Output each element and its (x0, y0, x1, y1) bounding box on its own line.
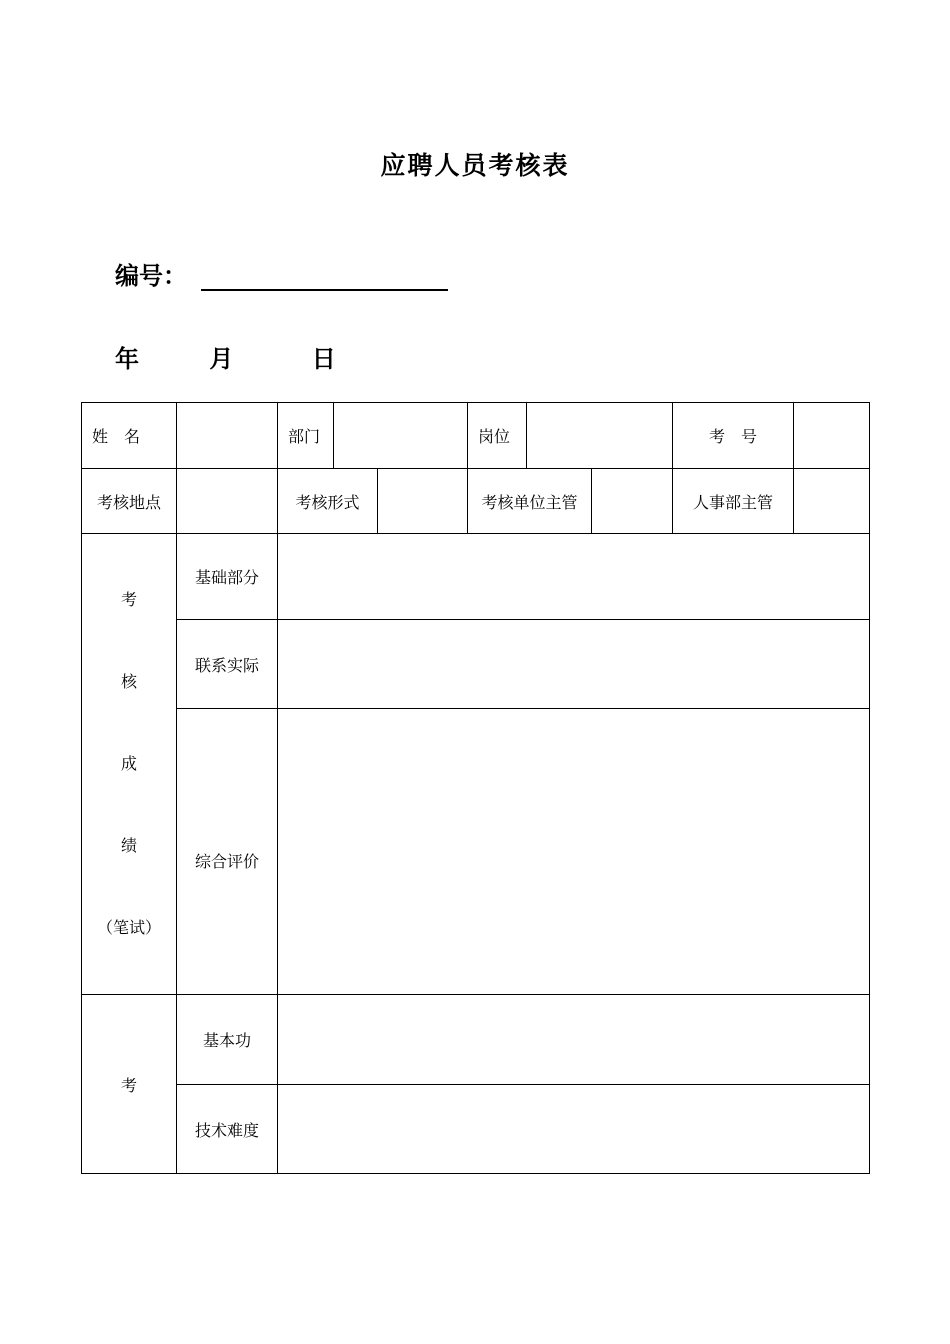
date-row (115, 339, 336, 374)
post-label: 岗位 (468, 403, 527, 469)
table-row (82, 403, 870, 469)
month-label: 月 (209, 345, 234, 373)
post-cell[interactable] (527, 403, 673, 469)
number-field[interactable] (201, 259, 448, 291)
written-score-label: 考 核 成 绩 （笔试） (82, 534, 177, 995)
name-cell[interactable] (177, 403, 278, 469)
basics-label: 基础部分 (177, 534, 278, 620)
overall-cell[interactable] (278, 709, 870, 995)
overall-label: 综合评价 (177, 709, 278, 995)
page-title: 应聘人员考核表 (380, 151, 570, 180)
table-row (82, 534, 870, 620)
practical-label: 考 (82, 995, 177, 1174)
practice-cell[interactable] (278, 620, 870, 709)
exam-no-cell[interactable] (794, 403, 870, 469)
dept-label: 部门 (278, 403, 334, 469)
table-row (82, 709, 870, 995)
number-row (115, 256, 448, 291)
assessment-table (81, 402, 870, 1174)
fundamentals-label: 基本功 (177, 995, 278, 1085)
difficulty-cell[interactable] (278, 1085, 870, 1174)
form-label: 考核形式 (278, 469, 378, 534)
practice-label: 联系实际 (177, 620, 278, 709)
table-row (82, 1085, 870, 1174)
table-row (82, 620, 870, 709)
basics-cell[interactable] (278, 534, 870, 620)
table-row (82, 995, 870, 1085)
unit-head-cell[interactable] (592, 469, 673, 534)
difficulty-label: 技术难度 (177, 1085, 278, 1174)
day-label: 日 (311, 345, 336, 373)
unit-head-label: 考核单位主管 (468, 469, 592, 534)
form-cell[interactable] (378, 469, 468, 534)
location-cell[interactable] (177, 469, 278, 534)
table-row (82, 469, 870, 534)
name-label: 姓 名 (82, 403, 177, 469)
number-label: 编号： (115, 262, 187, 290)
exam-no-label: 考 号 (673, 403, 794, 469)
location-label: 考核地点 (82, 469, 177, 534)
fundamentals-cell[interactable] (278, 995, 870, 1085)
hr-head-label: 人事部主管 (673, 469, 794, 534)
hr-head-cell[interactable] (794, 469, 870, 534)
dept-cell[interactable] (334, 403, 468, 469)
year-label: 年 (115, 345, 139, 373)
